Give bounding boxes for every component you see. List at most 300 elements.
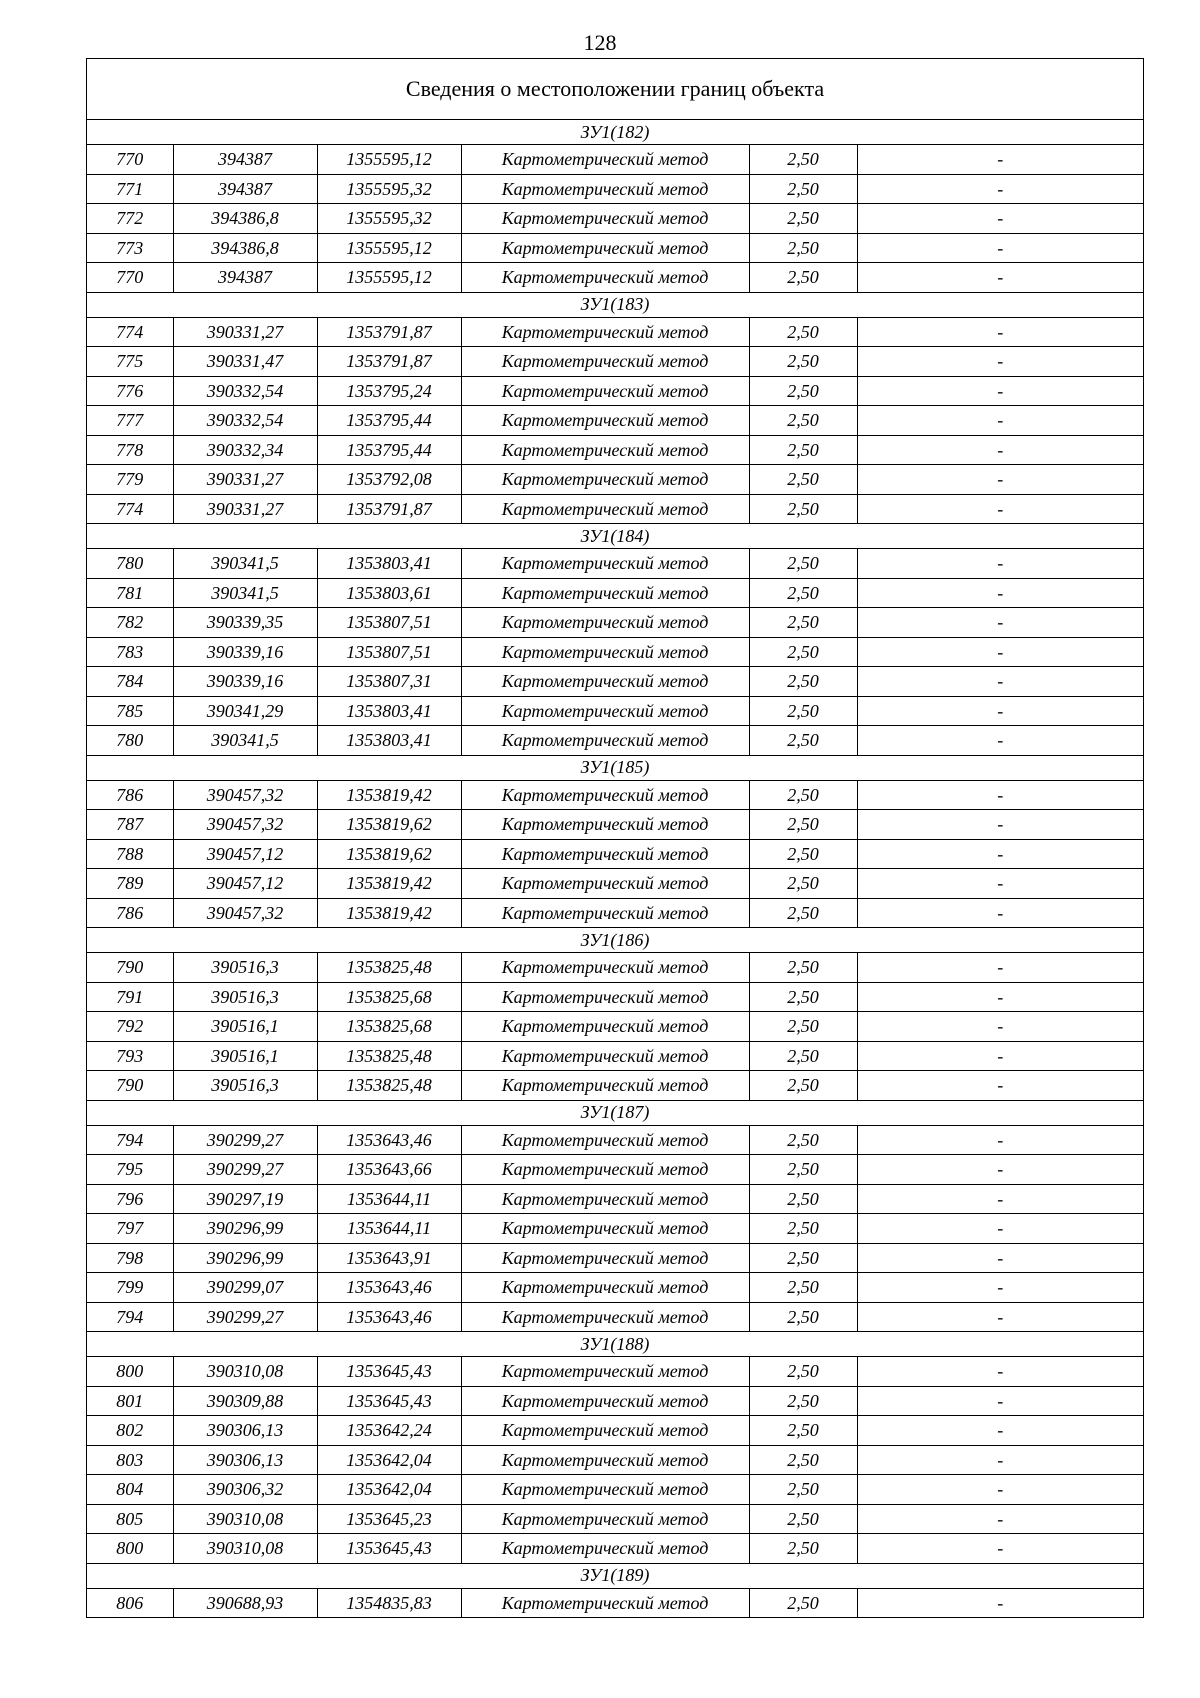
coord-y-cell: 1353825,68	[317, 1012, 461, 1042]
accuracy-cell: 2,50	[749, 435, 857, 465]
coord-y-cell: 1353819,42	[317, 898, 461, 928]
method-cell: Картометрический метод	[461, 1386, 749, 1416]
coord-y-cell: 1353643,91	[317, 1243, 461, 1273]
point-number-cell: 770	[87, 263, 173, 293]
description-cell: -	[857, 953, 1143, 983]
coord-x-cell: 390339,16	[173, 667, 317, 697]
coord-x-cell: 390299,27	[173, 1302, 317, 1332]
group-header-row	[87, 120, 1143, 145]
coord-y-cell: 1353645,23	[317, 1504, 461, 1534]
description-cell: -	[857, 1416, 1143, 1446]
coord-y-cell: 1353819,42	[317, 869, 461, 899]
table-row	[87, 667, 1143, 697]
table-row	[87, 406, 1143, 436]
description-cell: -	[857, 1357, 1143, 1387]
point-number-cell: 804	[87, 1475, 173, 1505]
coord-x-cell: 394387	[173, 145, 317, 175]
accuracy-cell: 2,50	[749, 1214, 857, 1244]
coord-x-cell: 390516,1	[173, 1041, 317, 1071]
coord-x-cell: 394386,8	[173, 204, 317, 234]
group-header-row	[87, 1332, 1143, 1357]
point-number-cell: 774	[87, 494, 173, 524]
coord-x-cell: 390341,29	[173, 696, 317, 726]
point-number-cell: 775	[87, 347, 173, 377]
table-row	[87, 317, 1143, 347]
method-cell: Картометрический метод	[461, 953, 749, 983]
accuracy-cell: 2,50	[749, 898, 857, 928]
coordinates-table	[87, 120, 1143, 1617]
point-number-cell: 783	[87, 637, 173, 667]
point-number-cell: 792	[87, 1012, 173, 1042]
coord-y-cell: 1353643,66	[317, 1155, 461, 1185]
coord-y-cell: 1353791,87	[317, 494, 461, 524]
point-number-cell: 774	[87, 317, 173, 347]
accuracy-cell: 2,50	[749, 667, 857, 697]
table-row	[87, 780, 1143, 810]
group-label: ЗУ1(184)	[87, 524, 1143, 549]
group-header-row	[87, 292, 1143, 317]
coord-x-cell: 390341,5	[173, 578, 317, 608]
description-cell: -	[857, 347, 1143, 377]
point-number-cell: 771	[87, 174, 173, 204]
coord-y-cell: 1355595,12	[317, 233, 461, 263]
description-cell: -	[857, 1243, 1143, 1273]
table-row	[87, 953, 1143, 983]
coord-x-cell: 390310,08	[173, 1504, 317, 1534]
point-number-cell: 795	[87, 1155, 173, 1185]
coord-y-cell: 1353642,04	[317, 1475, 461, 1505]
coord-y-cell: 1353644,11	[317, 1214, 461, 1244]
table-row	[87, 839, 1143, 869]
point-number-cell: 779	[87, 465, 173, 495]
description-cell: -	[857, 1184, 1143, 1214]
coord-y-cell: 1353645,43	[317, 1386, 461, 1416]
group-label: ЗУ1(182)	[87, 120, 1143, 145]
method-cell: Картометрический метод	[461, 263, 749, 293]
point-number-cell: 802	[87, 1416, 173, 1446]
point-number-cell: 773	[87, 233, 173, 263]
accuracy-cell: 2,50	[749, 1155, 857, 1185]
coord-y-cell: 1353807,31	[317, 667, 461, 697]
coord-y-cell: 1353644,11	[317, 1184, 461, 1214]
description-cell: -	[857, 233, 1143, 263]
method-cell: Картометрический метод	[461, 667, 749, 697]
table-row	[87, 1588, 1143, 1617]
description-cell: -	[857, 1302, 1143, 1332]
coord-y-cell: 1353825,48	[317, 1071, 461, 1101]
description-cell: -	[857, 839, 1143, 869]
method-cell: Картометрический метод	[461, 810, 749, 840]
coord-y-cell: 1353807,51	[317, 608, 461, 638]
coord-x-cell: 390457,12	[173, 869, 317, 899]
boundary-table	[86, 58, 1144, 1618]
description-cell: -	[857, 145, 1143, 175]
method-cell: Картометрический метод	[461, 726, 749, 756]
accuracy-cell: 2,50	[749, 174, 857, 204]
description-cell: -	[857, 1445, 1143, 1475]
accuracy-cell: 2,50	[749, 1243, 857, 1273]
group-header-row	[87, 1100, 1143, 1125]
coord-y-cell: 1353645,43	[317, 1357, 461, 1387]
method-cell: Картометрический метод	[461, 376, 749, 406]
accuracy-cell: 2,50	[749, 1041, 857, 1071]
point-number-cell: 798	[87, 1243, 173, 1273]
table-row	[87, 696, 1143, 726]
table-row	[87, 1445, 1143, 1475]
coord-x-cell: 390299,07	[173, 1273, 317, 1303]
coord-y-cell: 1353803,41	[317, 696, 461, 726]
method-cell: Картометрический метод	[461, 898, 749, 928]
method-cell: Картометрический метод	[461, 780, 749, 810]
method-cell: Картометрический метод	[461, 1184, 749, 1214]
point-number-cell: 785	[87, 696, 173, 726]
method-cell: Картометрический метод	[461, 174, 749, 204]
coord-y-cell: 1353791,87	[317, 317, 461, 347]
coord-x-cell: 390341,5	[173, 549, 317, 579]
coord-x-cell: 390516,3	[173, 982, 317, 1012]
table-row	[87, 494, 1143, 524]
coord-x-cell: 394387	[173, 174, 317, 204]
description-cell: -	[857, 1588, 1143, 1617]
method-cell: Картометрический метод	[461, 1302, 749, 1332]
table-row	[87, 1416, 1143, 1446]
method-cell: Картометрический метод	[461, 347, 749, 377]
point-number-cell: 777	[87, 406, 173, 436]
accuracy-cell: 2,50	[749, 953, 857, 983]
accuracy-cell: 2,50	[749, 1357, 857, 1387]
description-cell: -	[857, 898, 1143, 928]
coord-x-cell: 390457,32	[173, 780, 317, 810]
accuracy-cell: 2,50	[749, 696, 857, 726]
accuracy-cell: 2,50	[749, 465, 857, 495]
method-cell: Картометрический метод	[461, 494, 749, 524]
point-number-cell: 800	[87, 1357, 173, 1387]
coord-x-cell: 390331,27	[173, 494, 317, 524]
table-row	[87, 982, 1143, 1012]
coord-y-cell: 1353791,87	[317, 347, 461, 377]
description-cell: -	[857, 869, 1143, 899]
accuracy-cell: 2,50	[749, 982, 857, 1012]
accuracy-cell: 2,50	[749, 1386, 857, 1416]
coord-x-cell: 390516,1	[173, 1012, 317, 1042]
method-cell: Картометрический метод	[461, 1357, 749, 1387]
description-cell: -	[857, 1273, 1143, 1303]
point-number-cell: 796	[87, 1184, 173, 1214]
table-row	[87, 1504, 1143, 1534]
coord-x-cell: 390310,08	[173, 1534, 317, 1564]
table-row	[87, 578, 1143, 608]
description-cell: -	[857, 667, 1143, 697]
accuracy-cell: 2,50	[749, 637, 857, 667]
method-cell: Картометрический метод	[461, 1243, 749, 1273]
method-cell: Картометрический метод	[461, 317, 749, 347]
coord-x-cell: 390309,88	[173, 1386, 317, 1416]
accuracy-cell: 2,50	[749, 1475, 857, 1505]
table-row	[87, 174, 1143, 204]
table-row	[87, 1386, 1143, 1416]
accuracy-cell: 2,50	[749, 145, 857, 175]
table-row	[87, 1273, 1143, 1303]
coord-x-cell: 390299,27	[173, 1155, 317, 1185]
accuracy-cell: 2,50	[749, 494, 857, 524]
group-header-row	[87, 928, 1143, 953]
coord-x-cell: 390457,12	[173, 839, 317, 869]
table-row	[87, 1125, 1143, 1155]
table-row	[87, 1155, 1143, 1185]
description-cell: -	[857, 1012, 1143, 1042]
point-number-cell: 805	[87, 1504, 173, 1534]
table-row	[87, 549, 1143, 579]
method-cell: Картометрический метод	[461, 435, 749, 465]
accuracy-cell: 2,50	[749, 726, 857, 756]
description-cell: -	[857, 263, 1143, 293]
point-number-cell: 770	[87, 145, 173, 175]
accuracy-cell: 2,50	[749, 406, 857, 436]
coord-x-cell: 390457,32	[173, 810, 317, 840]
point-number-cell: 781	[87, 578, 173, 608]
method-cell: Картометрический метод	[461, 637, 749, 667]
point-number-cell: 799	[87, 1273, 173, 1303]
table-row	[87, 1012, 1143, 1042]
table-row	[87, 810, 1143, 840]
description-cell: -	[857, 1041, 1143, 1071]
table-row	[87, 145, 1143, 175]
table-title: Сведения о местоположении границ объекта	[87, 59, 1143, 120]
description-cell: -	[857, 1386, 1143, 1416]
accuracy-cell: 2,50	[749, 1071, 857, 1101]
accuracy-cell: 2,50	[749, 780, 857, 810]
group-label: ЗУ1(186)	[87, 928, 1143, 953]
coord-y-cell: 1353645,43	[317, 1534, 461, 1564]
accuracy-cell: 2,50	[749, 204, 857, 234]
coord-y-cell: 1353807,51	[317, 637, 461, 667]
description-cell: -	[857, 549, 1143, 579]
table-row	[87, 1041, 1143, 1071]
point-number-cell: 772	[87, 204, 173, 234]
coord-x-cell: 390331,47	[173, 347, 317, 377]
description-cell: -	[857, 1125, 1143, 1155]
method-cell: Картометрический метод	[461, 1445, 749, 1475]
table-row	[87, 1184, 1143, 1214]
method-cell: Картометрический метод	[461, 1534, 749, 1564]
point-number-cell: 780	[87, 549, 173, 579]
accuracy-cell: 2,50	[749, 839, 857, 869]
table-row	[87, 898, 1143, 928]
accuracy-cell: 2,50	[749, 376, 857, 406]
description-cell: -	[857, 406, 1143, 436]
accuracy-cell: 2,50	[749, 1534, 857, 1564]
coord-y-cell: 1353795,24	[317, 376, 461, 406]
coord-x-cell: 394387	[173, 263, 317, 293]
coord-x-cell: 390297,19	[173, 1184, 317, 1214]
accuracy-cell: 2,50	[749, 1302, 857, 1332]
coord-y-cell: 1353642,04	[317, 1445, 461, 1475]
description-cell: -	[857, 1475, 1143, 1505]
coord-x-cell: 390331,27	[173, 317, 317, 347]
coord-y-cell: 1353643,46	[317, 1302, 461, 1332]
point-number-cell: 793	[87, 1041, 173, 1071]
group-header-row	[87, 524, 1143, 549]
coord-x-cell: 390457,32	[173, 898, 317, 928]
coord-y-cell: 1353819,62	[317, 839, 461, 869]
coord-x-cell: 390516,3	[173, 1071, 317, 1101]
coord-y-cell: 1353803,61	[317, 578, 461, 608]
group-header-row	[87, 755, 1143, 780]
point-number-cell: 789	[87, 869, 173, 899]
table-row	[87, 1534, 1143, 1564]
point-number-cell: 786	[87, 898, 173, 928]
group-label: ЗУ1(187)	[87, 1100, 1143, 1125]
description-cell: -	[857, 465, 1143, 495]
description-cell: -	[857, 726, 1143, 756]
description-cell: -	[857, 810, 1143, 840]
accuracy-cell: 2,50	[749, 1125, 857, 1155]
table-row	[87, 204, 1143, 234]
page-number: 128	[583, 30, 617, 55]
accuracy-cell: 2,50	[749, 608, 857, 638]
point-number-cell: 794	[87, 1302, 173, 1332]
coord-x-cell: 390306,32	[173, 1475, 317, 1505]
description-cell: -	[857, 1071, 1143, 1101]
group-label: ЗУ1(183)	[87, 292, 1143, 317]
accuracy-cell: 2,50	[749, 869, 857, 899]
coord-y-cell: 1353643,46	[317, 1125, 461, 1155]
point-number-cell: 797	[87, 1214, 173, 1244]
table-row	[87, 1071, 1143, 1101]
coord-x-cell: 390688,93	[173, 1588, 317, 1617]
point-number-cell: 786	[87, 780, 173, 810]
coord-x-cell: 390306,13	[173, 1445, 317, 1475]
table-row	[87, 608, 1143, 638]
method-cell: Картометрический метод	[461, 1416, 749, 1446]
point-number-cell: 791	[87, 982, 173, 1012]
point-number-cell: 806	[87, 1588, 173, 1617]
coord-y-cell: 1353795,44	[317, 406, 461, 436]
method-cell: Картометрический метод	[461, 1273, 749, 1303]
point-number-cell: 788	[87, 839, 173, 869]
description-cell: -	[857, 1214, 1143, 1244]
method-cell: Картометрический метод	[461, 406, 749, 436]
coord-x-cell: 390332,54	[173, 406, 317, 436]
table-row	[87, 637, 1143, 667]
coord-x-cell: 390332,34	[173, 435, 317, 465]
description-cell: -	[857, 982, 1143, 1012]
group-label: ЗУ1(185)	[87, 755, 1143, 780]
method-cell: Картометрический метод	[461, 1214, 749, 1244]
coord-y-cell: 1355595,32	[317, 204, 461, 234]
description-cell: -	[857, 1155, 1143, 1185]
coord-x-cell: 390296,99	[173, 1243, 317, 1273]
point-number-cell: 778	[87, 435, 173, 465]
coord-y-cell: 1353825,68	[317, 982, 461, 1012]
coord-x-cell: 390299,27	[173, 1125, 317, 1155]
accuracy-cell: 2,50	[749, 1416, 857, 1446]
method-cell: Картометрический метод	[461, 233, 749, 263]
point-number-cell: 784	[87, 667, 173, 697]
table-row	[87, 465, 1143, 495]
description-cell: -	[857, 204, 1143, 234]
table-row	[87, 233, 1143, 263]
accuracy-cell: 2,50	[749, 1012, 857, 1042]
table-row	[87, 1214, 1143, 1244]
coord-x-cell: 390339,16	[173, 637, 317, 667]
point-number-cell: 790	[87, 953, 173, 983]
table-row	[87, 435, 1143, 465]
method-cell: Картометрический метод	[461, 1155, 749, 1185]
method-cell: Картометрический метод	[461, 1125, 749, 1155]
coord-y-cell: 1353643,46	[317, 1273, 461, 1303]
table-row	[87, 347, 1143, 377]
point-number-cell: 782	[87, 608, 173, 638]
coord-x-cell: 390332,54	[173, 376, 317, 406]
coord-y-cell: 1353819,42	[317, 780, 461, 810]
description-cell: -	[857, 1504, 1143, 1534]
description-cell: -	[857, 174, 1143, 204]
coord-x-cell: 390296,99	[173, 1214, 317, 1244]
table-row	[87, 1357, 1143, 1387]
coord-y-cell: 1353803,41	[317, 726, 461, 756]
table-row	[87, 726, 1143, 756]
coord-y-cell: 1353792,08	[317, 465, 461, 495]
group-header-row	[87, 1563, 1143, 1588]
description-cell: -	[857, 317, 1143, 347]
point-number-cell: 794	[87, 1125, 173, 1155]
description-cell: -	[857, 494, 1143, 524]
accuracy-cell: 2,50	[749, 1445, 857, 1475]
coord-y-cell: 1354835,83	[317, 1588, 461, 1617]
description-cell: -	[857, 696, 1143, 726]
method-cell: Картометрический метод	[461, 578, 749, 608]
method-cell: Картометрический метод	[461, 1588, 749, 1617]
accuracy-cell: 2,50	[749, 1504, 857, 1534]
method-cell: Картометрический метод	[461, 696, 749, 726]
method-cell: Картометрический метод	[461, 608, 749, 638]
accuracy-cell: 2,50	[749, 317, 857, 347]
method-cell: Картометрический метод	[461, 839, 749, 869]
coord-y-cell: 1355595,12	[317, 263, 461, 293]
accuracy-cell: 2,50	[749, 263, 857, 293]
method-cell: Картометрический метод	[461, 1071, 749, 1101]
coord-x-cell: 390516,3	[173, 953, 317, 983]
coord-y-cell: 1353642,24	[317, 1416, 461, 1446]
accuracy-cell: 2,50	[749, 1588, 857, 1617]
coord-y-cell: 1355595,12	[317, 145, 461, 175]
coord-y-cell: 1353825,48	[317, 953, 461, 983]
table-row	[87, 1302, 1143, 1332]
point-number-cell: 801	[87, 1386, 173, 1416]
table-row	[87, 263, 1143, 293]
method-cell: Картометрический метод	[461, 549, 749, 579]
point-number-cell: 790	[87, 1071, 173, 1101]
accuracy-cell: 2,50	[749, 347, 857, 377]
coord-x-cell: 390339,35	[173, 608, 317, 638]
point-number-cell: 780	[87, 726, 173, 756]
coord-x-cell: 390310,08	[173, 1357, 317, 1387]
accuracy-cell: 2,50	[749, 810, 857, 840]
method-cell: Картометрический метод	[461, 204, 749, 234]
accuracy-cell: 2,50	[749, 1273, 857, 1303]
method-cell: Картометрический метод	[461, 1041, 749, 1071]
method-cell: Картометрический метод	[461, 465, 749, 495]
method-cell: Картометрический метод	[461, 1475, 749, 1505]
group-label: ЗУ1(189)	[87, 1563, 1143, 1588]
method-cell: Картометрический метод	[461, 1012, 749, 1042]
point-number-cell: 776	[87, 376, 173, 406]
method-cell: Картометрический метод	[461, 145, 749, 175]
table-row	[87, 1475, 1143, 1505]
description-cell: -	[857, 435, 1143, 465]
point-number-cell: 803	[87, 1445, 173, 1475]
